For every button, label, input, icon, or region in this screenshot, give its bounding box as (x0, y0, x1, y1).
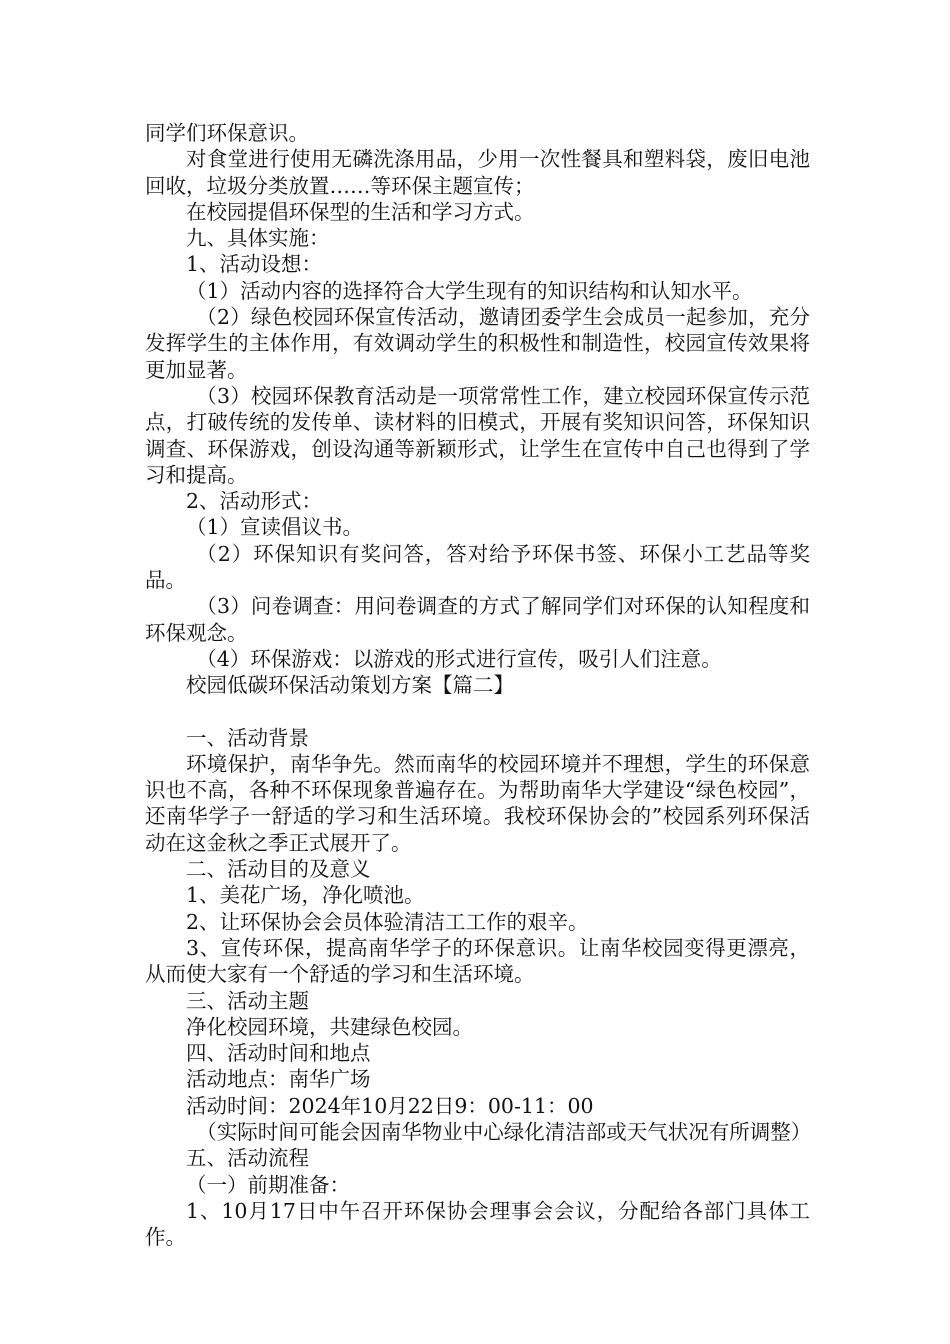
paragraph: （实际时间可能会因南华物业中心绿化清洁部或天气状况有所调整） (196, 1119, 812, 1144)
paragraph: （3）问卷调查：用问卷调查的方式了解同学们对环保的认知程度和环保观念。 (145, 594, 810, 645)
subsection-heading: 2、活动形式： (186, 489, 323, 514)
paragraph: 同学们环保意识。 (145, 121, 309, 145)
blank-line (145, 699, 810, 725)
paragraph: 1、美花广场，净化喷池。 (186, 883, 425, 908)
paragraph: （2）环保知识有奖问答，答对给予环保书签、环保小工艺品等奖品。 (145, 541, 810, 593)
section-heading: 三、活动主题 (186, 988, 309, 1013)
paragraph: （3）校园环保教育活动是一项常常性工作，建立校园环保宣传示范点，打破传统的发传单、读材料的旧模式，开展有奖知识问答，环保知识调查、环保游戏，创设沟通等新颖形式，让学生在宣传中自己也得到了学习和提高。 (145, 383, 810, 487)
paragraph: （1）宣读倡议书。 (186, 515, 364, 540)
section-heading: 一、活动背景 (186, 725, 309, 750)
section-heading: 五、活动流程 (186, 1146, 309, 1171)
paragraph: 活动地点：南华广场 (186, 1067, 371, 1092)
paragraph: 3、宣传环保，提高南华学子的环保意识。让南华校园变得更漂亮，从而使大家有一个舒适的学习和生活环境。 (145, 935, 810, 987)
paragraph: 2、让环保协会会员体验清洁工工作的艰辛。 (186, 909, 589, 934)
section-heading: 二、活动目的及意义 (186, 857, 371, 882)
document-title: 校园低碳环保活动策划方案【篇二】 (186, 673, 514, 698)
section-heading: 四、活动时间和地点 (186, 1041, 371, 1066)
subsection-heading: 1、活动设想： (186, 252, 323, 277)
paragraph: 在校园提倡环保型的生活和学习方式。 (186, 199, 535, 224)
document-body (145, 120, 810, 1250)
paragraph: （1）活动内容的选择符合大学生现有的知识结构和认知水平。 (186, 278, 753, 303)
paragraph: 环境保护，南华争先。然而南华的校园环境并不理想，学生的环保意识也不高，各种不环保现象普遍存在。为帮助南华大学建设“绿色校园”，还南华学子一舒适的学习和生活环境。我校环保协会的”校园系列环保活动在这金秋之季正式展开了。 (145, 751, 810, 855)
paragraph: （4）环保游戏：以游戏的形式进行宣传，吸引人们注意。 (196, 646, 722, 671)
subsection-heading: （一）前期准备： (186, 1172, 350, 1197)
paragraph: 1、10月17日中午召开环保协会理事会会议，分配给各部门具体工作。 (145, 1198, 810, 1250)
section-heading: 九、具体实施： (186, 226, 330, 251)
paragraph: 净化校园环境，共建绿色校园。 (186, 1014, 473, 1039)
paragraph: 对食堂进行使用无磷洗涤用品，少用一次性餐具和塑料袋，废旧电池回收，垃圾分类放置……等环保主题宣传； (145, 147, 810, 198)
paragraph: 活动时间：2024年10月22日9：00-11：00 (186, 1093, 594, 1118)
paragraph: （2）绿色校园环保宣传活动，邀请团委学生会成员一起参加，充分发挥学生的主体作用，有效调动学生的积极性和制造性，校园宣传效果将更加显著。 (145, 305, 810, 382)
